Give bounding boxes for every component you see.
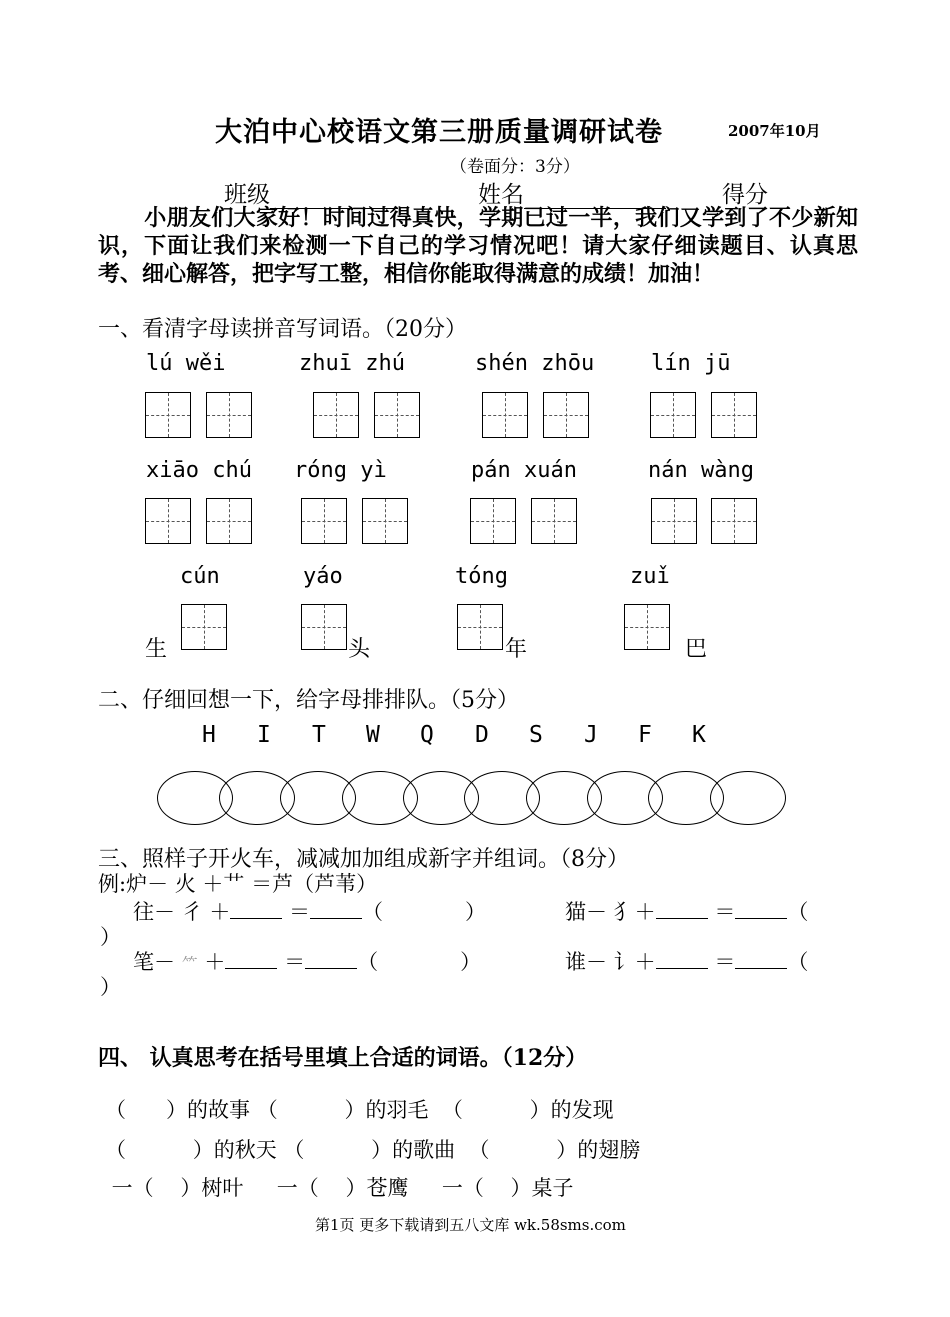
writing-box[interactable] (543, 392, 589, 438)
writing-box[interactable] (711, 498, 757, 544)
char-sheng: 生 (145, 637, 168, 662)
answer-blank[interactable] (656, 950, 708, 969)
paren-close: ） (100, 975, 121, 999)
pinyin-3: shén zhōu (475, 351, 595, 376)
letter-s: S (529, 722, 543, 748)
paren-close: ） (100, 925, 121, 949)
question-mao: 猫－ 犭＋ ＝ （ (565, 900, 809, 924)
answer-blank[interactable] (225, 950, 277, 969)
answer-blank[interactable] (305, 950, 357, 969)
pinyin-2: zhuī zhú (299, 351, 405, 376)
letter-i: I (257, 722, 271, 748)
letter-j: J (584, 722, 598, 748)
letter-k: K (692, 722, 706, 748)
example-line: 例:炉－ 火 ＋艹 ＝芦（芦苇） (98, 872, 378, 896)
bamboo-radical: ⺮ (181, 954, 198, 973)
writing-box[interactable] (651, 498, 697, 544)
writing-box[interactable] (313, 392, 359, 438)
pinyin-11: tóng (455, 564, 508, 589)
fill-line-3[interactable]: 一（ ）树叶 一（ ）苍鹰 一（ ）桌子 (105, 1176, 574, 1200)
letter-q: Q (420, 722, 434, 748)
pinyin-1: lú wěi (146, 351, 226, 376)
page-footer: 第1页 更多下载请到五八文库 wk.58sms.com (315, 1216, 626, 1234)
name-label: 姓名 (478, 182, 524, 208)
score-label: 得分 (722, 182, 768, 208)
question-bi: 笔－ ⺮ ＋ ＝ （ ） (133, 950, 482, 974)
answer-blank[interactable] (735, 950, 787, 969)
writing-box[interactable] (301, 498, 347, 544)
letter-t: T (312, 722, 326, 748)
class-label: 班级 (224, 182, 270, 208)
pinyin-5: xiāo chú (146, 458, 252, 483)
writing-box[interactable] (206, 392, 252, 438)
question-wang: 往－ 彳 ＋ ＝ （ ） (133, 900, 487, 924)
intro-paragraph: 小朋友们大家好！时间过得真快，学期已过一半，我们又学到了不少新知识，下面让我们来检测一下自己的学习情况吧！请大家仔细读题目、认真思考、细心解答，把字写工整，相信你能取得满意的成绩！加油！ (98, 205, 858, 287)
writing-box[interactable] (624, 604, 670, 650)
writing-box[interactable] (206, 498, 252, 544)
writing-box[interactable] (181, 604, 227, 650)
writing-box[interactable] (650, 392, 696, 438)
answer-blank[interactable] (735, 900, 787, 919)
pinyin-4: lín jū (651, 351, 731, 376)
neatness-score: （卷面分：3分） (450, 157, 580, 177)
fill-line-1[interactable]: （ ）的故事 （ ）的羽毛 （ ）的发现 (105, 1098, 614, 1122)
letter-d: D (475, 722, 489, 748)
char-nian: 年 (505, 637, 528, 662)
writing-box[interactable] (374, 392, 420, 438)
section3-title: 三、照样子开火车，减减加加组成新字并组词。（8分） (98, 847, 629, 872)
writing-box[interactable] (470, 498, 516, 544)
writing-box[interactable] (145, 392, 191, 438)
answer-blank[interactable] (656, 900, 708, 919)
char-tou: 头 (348, 637, 371, 662)
writing-box[interactable] (711, 392, 757, 438)
answer-oval[interactable] (710, 771, 786, 825)
writing-box[interactable] (145, 498, 191, 544)
section1-title: 一、看清字母读拼音写词语。（20分） (98, 317, 467, 342)
writing-box[interactable] (482, 392, 528, 438)
writing-box[interactable] (531, 498, 577, 544)
fill-line-2[interactable]: （ ）的秋天 （ ）的歌曲 （ ）的翅膀 (105, 1138, 641, 1162)
char-ba: 巴 (685, 637, 708, 662)
letter-h: H (202, 722, 216, 748)
pinyin-6: róng yì (294, 458, 387, 483)
question-shui: 谁－ 讠＋ ＝ （ (565, 950, 809, 974)
letter-f: F (638, 722, 652, 748)
pinyin-9: cún (180, 564, 220, 589)
pinyin-7: pán xuán (471, 458, 577, 483)
pinyin-8: nán wàng (648, 458, 754, 483)
writing-box[interactable] (457, 604, 503, 650)
section2-title: 二、仔细回想一下，给字母排排队。（5分） (98, 688, 519, 713)
page-title: 大泊中心校语文第三册质量调研试卷 (215, 117, 663, 148)
pinyin-12: zuǐ (630, 564, 670, 589)
writing-box[interactable] (362, 498, 408, 544)
exam-date: 2007年10月 (728, 122, 821, 140)
answer-blank[interactable] (310, 900, 362, 919)
writing-box[interactable] (301, 604, 347, 650)
letter-w: W (366, 722, 380, 748)
answer-blank[interactable] (230, 900, 282, 919)
pinyin-10: yáo (303, 564, 343, 589)
section4-title: 四、 认真思考在括号里填上合适的词语。（12分） (98, 1045, 588, 1071)
